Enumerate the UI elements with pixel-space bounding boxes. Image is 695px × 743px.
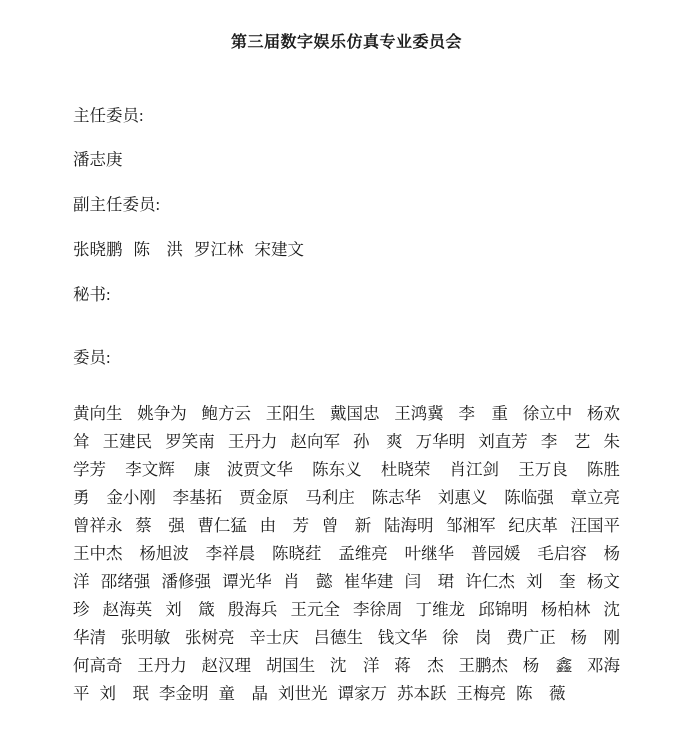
person-name: 潘修强: [161, 572, 212, 591]
members-line: [73, 482, 620, 510]
person-name: 杨 鑫: [522, 656, 573, 675]
person-name: 张晓鹏: [73, 240, 123, 259]
members-list: [73, 398, 620, 706]
person-name: 学芳: [73, 460, 106, 479]
person-name: 肖江剑: [449, 460, 500, 479]
person-name: 杨旭波: [139, 544, 189, 563]
person-name: 陈 薇: [516, 684, 566, 703]
document-title: 第三届数字娱乐仿真专业委员会: [230, 34, 462, 51]
person-name: 赵向军: [290, 432, 340, 451]
person-name: 费广正: [506, 628, 556, 647]
person-name: 陈胜: [586, 460, 620, 479]
person-name: 陈志华: [371, 488, 422, 507]
members-line: [73, 594, 620, 622]
person-name: 孟维亮: [338, 544, 388, 563]
person-name: 康 波贾文华: [193, 460, 293, 479]
person-name: 蔡 强: [135, 516, 185, 535]
members-line: [73, 454, 620, 482]
person-name: 毛启容: [537, 544, 587, 563]
members-line: [73, 510, 620, 538]
person-name: 万华明: [415, 432, 466, 451]
person-name: 鲍方云: [201, 404, 251, 423]
person-name: 罗江林: [194, 240, 244, 259]
person-name: 杨欢: [587, 404, 620, 423]
members-line: [73, 678, 620, 706]
members-line: [73, 650, 620, 678]
person-name: 胡国生: [265, 656, 316, 675]
person-name: 李基拓: [172, 488, 223, 507]
person-name: 肖 懿: [283, 572, 333, 591]
person-name: 张明敏: [120, 628, 171, 647]
person-name: 章立亮: [570, 488, 620, 507]
person-name: 辛士庆: [249, 628, 299, 647]
vice-chair-names-line: [73, 239, 620, 261]
person-name: 沈: [603, 600, 620, 619]
person-name: 汪国平: [570, 516, 620, 535]
members-line: [73, 398, 620, 426]
members-line: [73, 538, 620, 566]
person-name: 钱文华: [377, 628, 428, 647]
person-name: 张树亮: [185, 628, 235, 647]
person-name: 杜晓荣: [380, 460, 431, 479]
person-name: 殷海兵: [227, 600, 278, 619]
person-name: 曹仁猛: [197, 516, 247, 535]
person-name: 华清: [73, 628, 106, 647]
person-name: 王丹力: [137, 656, 187, 675]
person-name: 王鸿冀: [394, 404, 444, 423]
person-name: 由 芳: [259, 516, 310, 535]
person-name: 沈 洋: [330, 656, 380, 675]
person-name: 勇: [73, 488, 90, 507]
person-name: 李文辉: [125, 460, 175, 479]
person-name: 孙 爽: [353, 432, 403, 451]
person-name: 曾祥永: [73, 516, 123, 535]
person-name: 徐立中: [522, 404, 573, 423]
person-name: 何高奇: [73, 656, 123, 675]
person-name: 普园媛: [470, 544, 521, 563]
person-name: 杨 刚: [570, 628, 620, 647]
person-name: 邓海: [587, 656, 620, 675]
person-name: 王建民: [102, 432, 153, 451]
person-name: 朱: [603, 432, 620, 451]
person-name: 珍: [73, 600, 90, 619]
person-name: 戴国忠: [330, 404, 380, 423]
person-name: 闫 珺: [404, 572, 455, 591]
person-name: 赵汉理: [201, 656, 251, 675]
person-name: 邵绪强: [100, 572, 151, 591]
person-name: 邹湘军: [446, 516, 496, 535]
person-name: 王梅亮: [456, 684, 506, 703]
person-name: 耸: [73, 432, 90, 451]
section-label-members: 委员:: [73, 348, 111, 367]
person-name: 叶继华: [404, 544, 455, 563]
section-label-chair: 主任委员:: [73, 106, 144, 125]
person-name: 刘 箴: [165, 600, 215, 619]
person-name: 刘 奎: [526, 572, 576, 591]
person-name: 刘直芳: [478, 432, 528, 451]
person-name: 杨: [603, 544, 620, 563]
person-name: 王中杰: [73, 544, 123, 563]
members-line: [73, 566, 620, 594]
person-name: 李徐周: [353, 600, 403, 619]
person-name: 许仁杰: [465, 572, 515, 591]
chair-name: 潘志庚: [73, 150, 123, 169]
person-name: 王万良: [518, 460, 568, 479]
person-name: 黄向生: [73, 404, 123, 423]
person-name: 王元全: [290, 600, 340, 619]
person-name: 刘世光: [278, 684, 328, 703]
person-name: 陈 洪: [133, 240, 183, 259]
person-name: 杨文: [586, 572, 620, 591]
person-name: 金小刚: [106, 488, 156, 507]
person-name: 曾 新: [321, 516, 372, 535]
person-name: 贾金原: [238, 488, 289, 507]
person-name: 刘 珉: [99, 684, 149, 703]
person-name: 谭家万: [337, 684, 387, 703]
person-name: 苏本跃: [397, 684, 447, 703]
section-label-vice-chair: 副主任委员:: [73, 195, 161, 214]
person-name: 李 重: [458, 404, 508, 423]
person-name: 李祥晨: [205, 544, 256, 563]
person-name: 平: [73, 684, 90, 703]
person-name: 刘惠义: [437, 488, 488, 507]
person-name: 邱锦明: [478, 600, 528, 619]
members-line: [73, 622, 620, 650]
person-name: 王鹏杰: [458, 656, 508, 675]
person-name: 杨柏林: [540, 600, 591, 619]
section-label-secretary: 秘书:: [73, 285, 111, 304]
person-name: 姚争为: [137, 404, 187, 423]
person-name: 丁维龙: [415, 600, 466, 619]
person-name: 徐 岗: [442, 628, 492, 647]
person-name: 陆海明: [383, 516, 434, 535]
person-name: 童 晶: [218, 684, 268, 703]
person-name: 陈临强: [504, 488, 554, 507]
person-name: 谭光华: [222, 572, 272, 591]
members-line: [73, 426, 620, 454]
person-name: 陈东义: [312, 460, 362, 479]
person-name: 王丹力: [227, 432, 278, 451]
person-name: 吕德生: [313, 628, 363, 647]
person-name: 罗笑南: [165, 432, 215, 451]
person-name: 李金明: [159, 684, 209, 703]
person-name: 王阳生: [265, 404, 316, 423]
person-name: 马利庄: [305, 488, 355, 507]
person-name: 蒋 杰: [394, 656, 444, 675]
person-name: 赵海英: [102, 600, 153, 619]
person-name: 宋建文: [254, 240, 304, 259]
person-name: 李 艺: [540, 432, 591, 451]
person-name: 陈晓荭: [271, 544, 322, 563]
person-name: 纪庆革: [508, 516, 558, 535]
person-name: 洋: [73, 572, 90, 591]
person-name: 崔华建: [343, 572, 394, 591]
